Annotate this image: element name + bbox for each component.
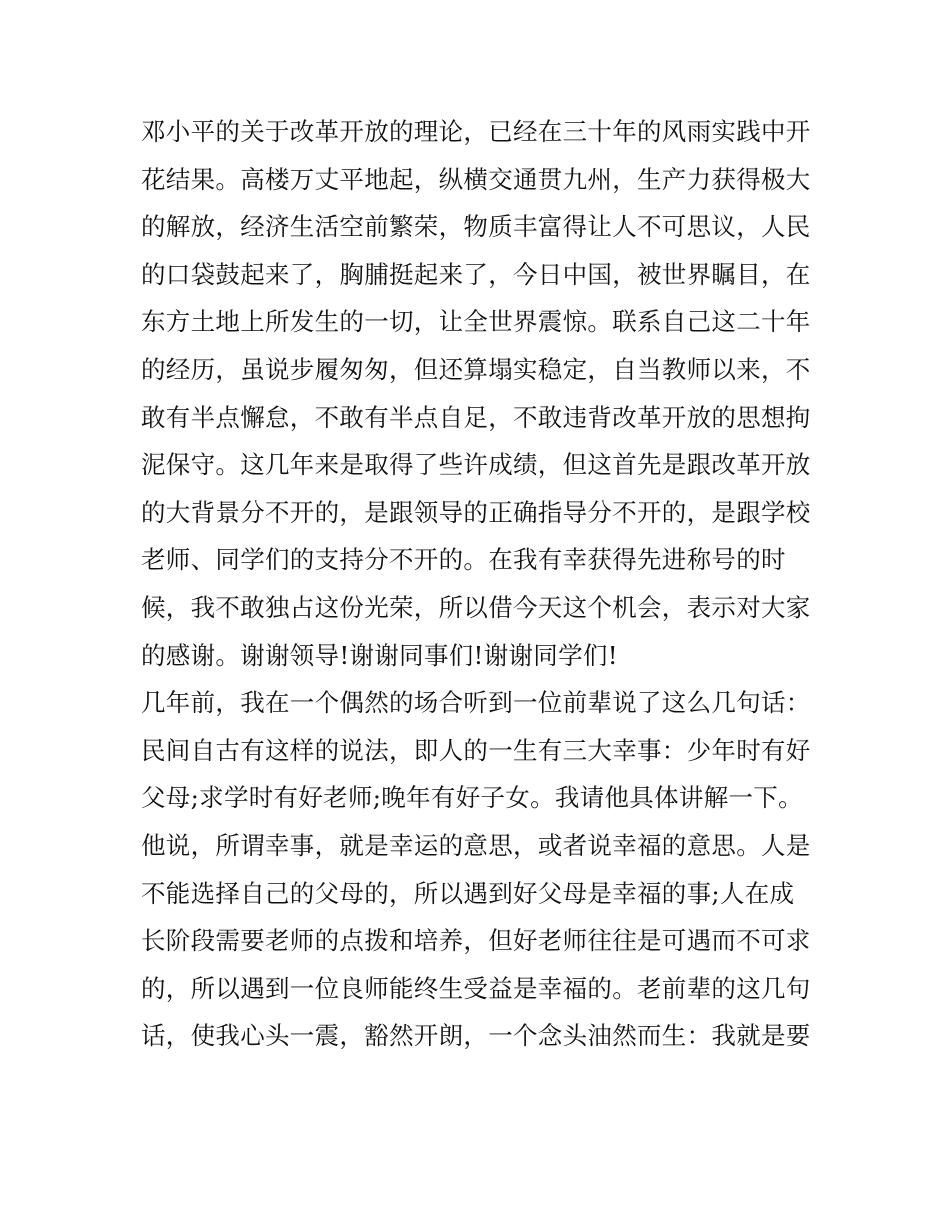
document-body-text — [141, 108, 831, 1060]
text-line: 几年前，我在一个偶然的场合听到一位前辈说了这么几句话： — [141, 688, 811, 718]
text-line: 不能选择自己的父母的，所以遇到好父母是幸福的事;人在成 — [141, 878, 795, 908]
text-line: 泥保守。这几年来是取得了些许成绩，但这首先是跟改革开放 — [141, 450, 811, 480]
text-line: 他说，所谓幸事，就是幸运的意思，或者说幸福的意思。人是 — [141, 830, 811, 860]
text-line: 长阶段需要老师的点拨和培养，但好老师往往是可遇而不可求 — [141, 926, 811, 956]
text-line: 候，我不敢独占这份光荣，所以借今天这个机会，表示对大家 — [141, 592, 811, 622]
text-line: 的经历，虽说步履匆匆，但还算塌实稳定，自当教师以来，不 — [141, 354, 811, 384]
text-line: 邓小平的关于改革开放的理论，已经在三十年的风雨实践中开 — [141, 117, 811, 146]
text-line: 的大背景分不开的，是跟领导的正确指导分不开的，是跟学校 — [141, 497, 811, 527]
text-line: 话，使我心头一震，豁然开朗，一个念头油然而生：我就是要 — [141, 1021, 811, 1051]
text-line: 的感谢。谢谢领导!谢谢同事们!谢谢同学们! — [141, 640, 618, 670]
text-line: 的解放，经济生活空前繁荣，物质丰富得让人不可思议，人民 — [141, 212, 811, 242]
text-line: 的，所以遇到一位良师能终生受益是幸福的。老前辈的这几句 — [141, 973, 811, 1003]
text-line: 的口袋鼓起来了，胸脯挺起来了，今日中国，被世界瞩目，在 — [141, 259, 811, 289]
text-line: 民间自古有这样的说法，即人的一生有三大幸事：少年时有好 — [141, 735, 811, 765]
text-line: 东方土地上所发生的一切，让全世界震惊。联系自己这二十年 — [141, 307, 811, 337]
text-line: 敢有半点懈怠，不敢有半点自足，不敢违背改革开放的思想拘 — [141, 402, 811, 432]
text-line: 父母;求学时有好老师;晚年有好子女。我请他具体讲解一下。 — [141, 783, 803, 813]
text-line: 老师、同学们的支持分不开的。在我有幸获得先进称号的时 — [141, 545, 786, 575]
text-line: 花结果。高楼万丈平地起，纵横交通贯九州，生产力获得极大 — [141, 164, 811, 194]
